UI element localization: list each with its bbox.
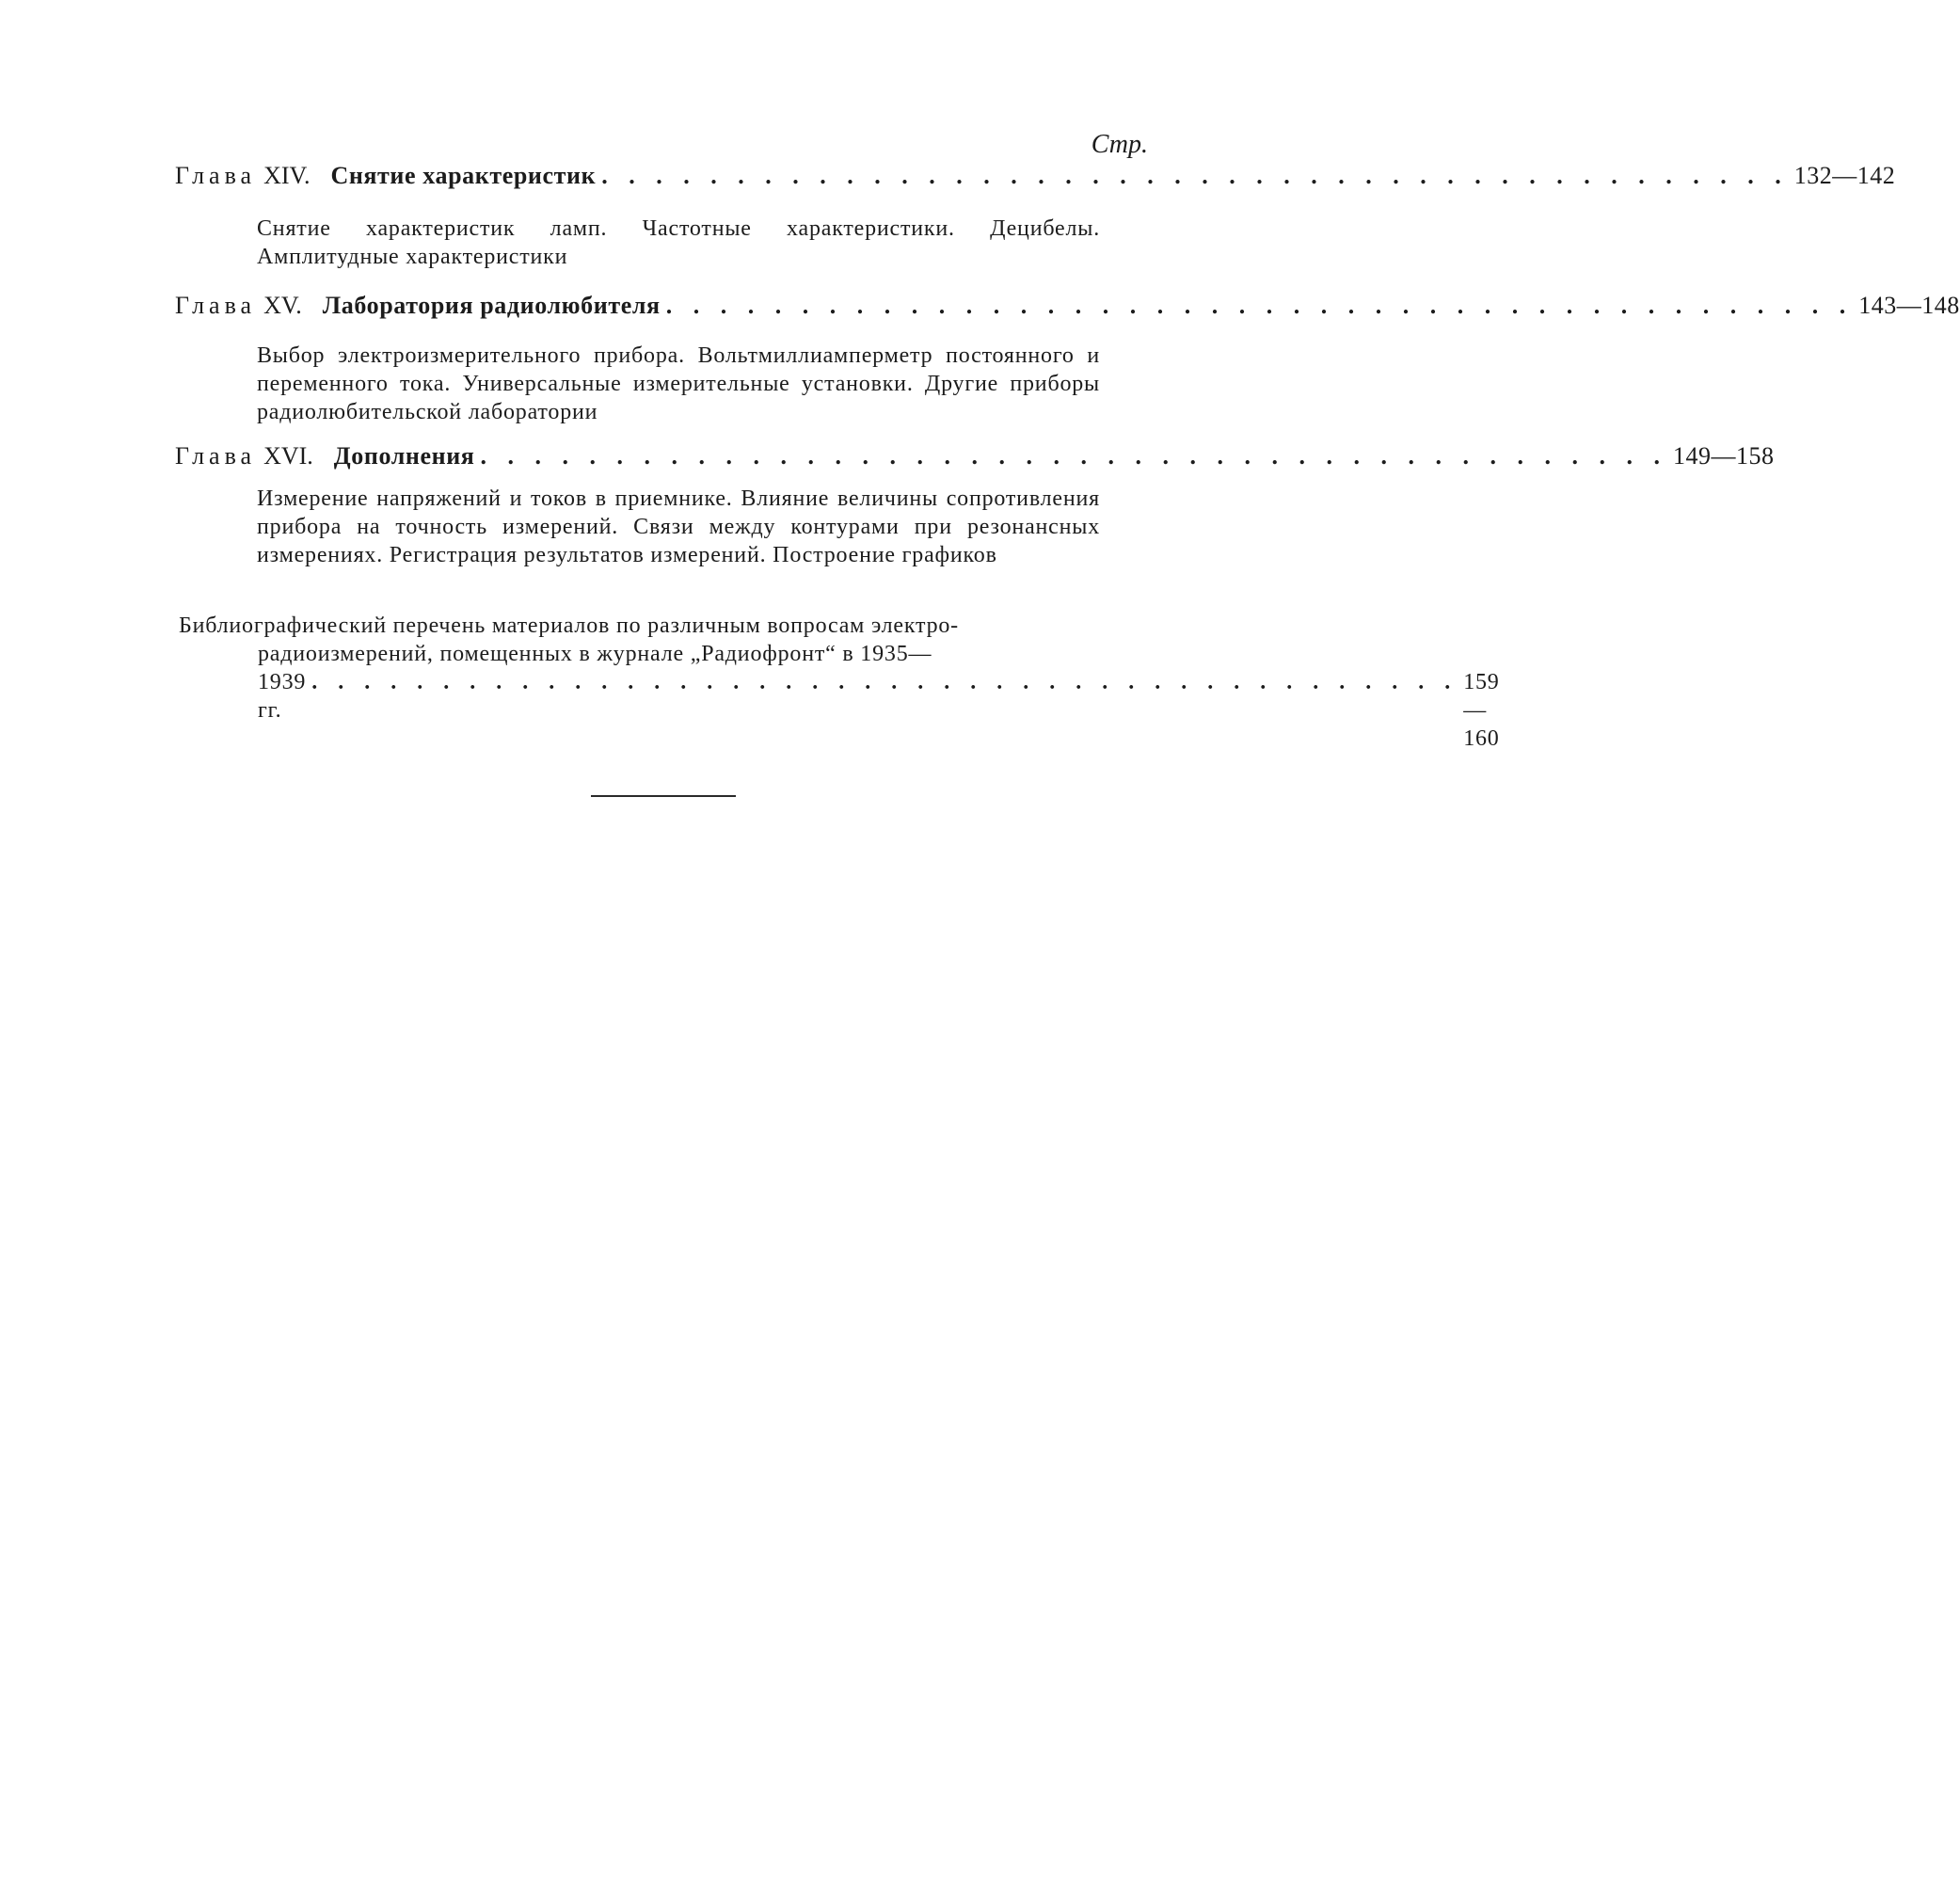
chapter-pages: 132—142 [1793, 162, 1896, 189]
end-rule [591, 795, 736, 797]
toc-entry-chapter-15 [175, 292, 1960, 320]
chapter-prefix: Глава [175, 162, 257, 189]
bibliography-line: радиоизмерений, помещенных в журнале „Радиофронт“ в 1935— [258, 642, 932, 666]
dot-leader: . . . . . . . . . . . . . . . . . . . . . . . . . . . . . . . . . . . . . . . . . . . . [601, 162, 1789, 189]
toc-entry-chapter-16 [175, 442, 1775, 470]
chapter-number: XVI. [263, 442, 313, 470]
bibliography-line: Библиографический перечень материалов по различным вопросам электро- [179, 614, 959, 638]
toc-entry-chapter-14 [175, 162, 1896, 190]
page-column-header: Стр. [1091, 130, 1148, 159]
bibliography-last-line [179, 668, 1500, 753]
bibliography-years: 1939 гг. [258, 670, 307, 723]
chapter-number: XV. [263, 292, 302, 319]
chapter-pages: 143—148 [1858, 292, 1960, 319]
dot-leader: . . . . . . . . . . . . . . . . . . . . . . . . . . . . . . . . . . . . . . . . . . . . [311, 670, 1458, 694]
chapter-description: Снятие характеристик ламп. Частотные характеристики. Децибелы. Амплитудные характеристики [257, 216, 1100, 269]
chapter-prefix: Глава [175, 292, 257, 319]
chapter-prefix: Глава [175, 442, 257, 470]
chapter-number: XIV. [263, 162, 311, 189]
chapter-pages: 149—158 [1672, 442, 1775, 470]
chapter-title: Дополнения [333, 442, 475, 470]
chapter-description: Выбор электроизмерительного прибора. Вольтмиллиамперметр постоянного и переменного тока. Универсальные измерительные установки. Другие приборы радиолюбительской лаборатории [257, 343, 1100, 424]
chapter-description: Измерение напряжений и токов в приемнике. Влияние величины сопротивления прибора на точность измерений. Связи между контурами при резонансных измерениях. Регистрация результатов измерений. Построение графиков [257, 486, 1100, 567]
toc-entry-bibliography [179, 612, 1500, 753]
chapter-title: Снятие характеристик [330, 162, 597, 189]
dot-leader: . . . . . . . . . . . . . . . . . . . . . . . . . . . . . . . . . . . . . . . . . . . . [480, 442, 1667, 470]
bibliography-pages: 159—160 [1463, 670, 1500, 751]
dot-leader: . . . . . . . . . . . . . . . . . . . . . . . . . . . . . . . . . . . . . . . . . . . . [665, 292, 1854, 319]
chapter-title: Лаборатория радиолюбителя [322, 292, 661, 319]
